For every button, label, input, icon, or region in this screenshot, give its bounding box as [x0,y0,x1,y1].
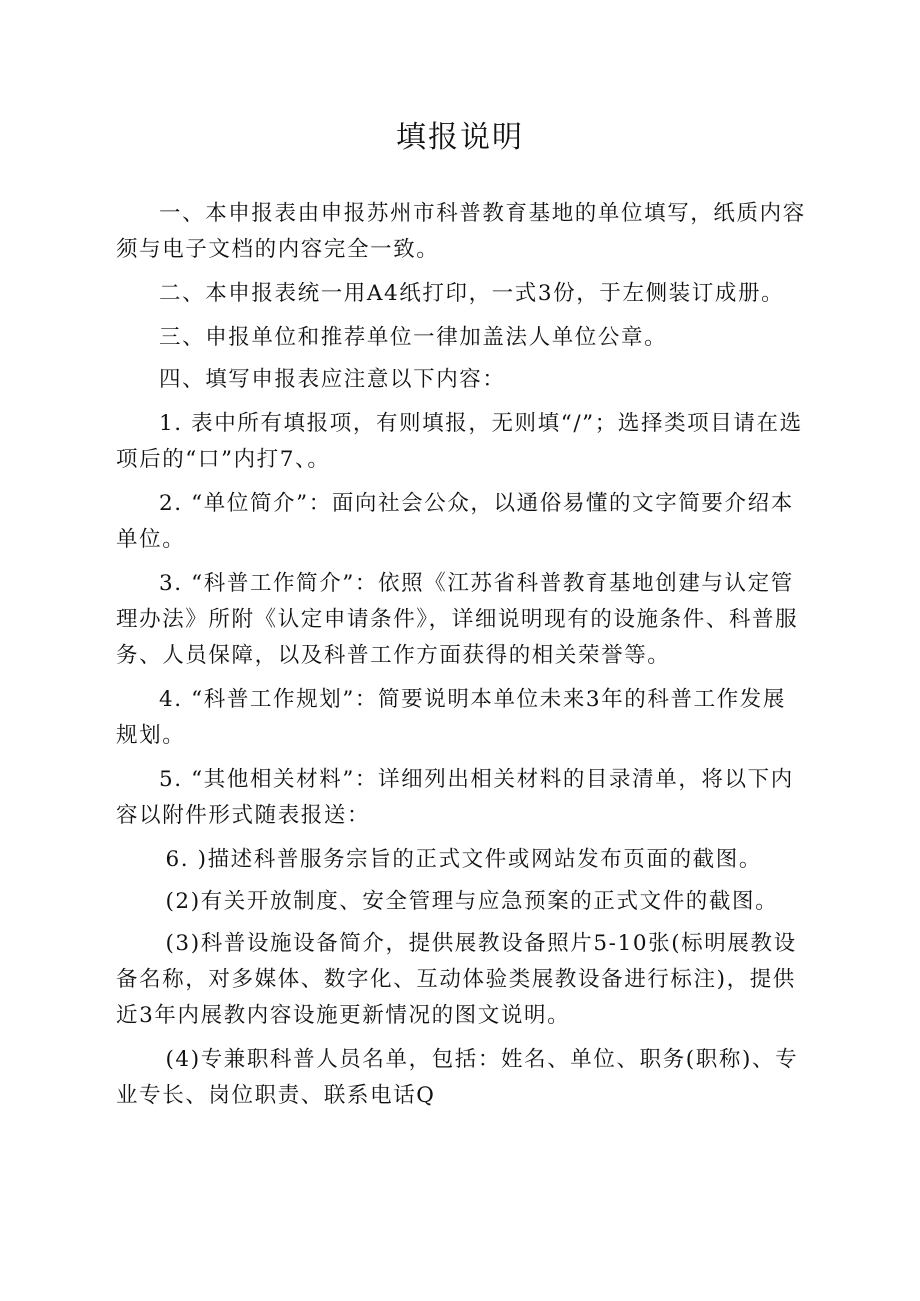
paragraph-item-1: 1. 表中所有填报项，有则填报，无则填“/”；选择类项目请在选项后的“口”内打7、。 [116,411,803,472]
sub-item-3: (3)科普设施设备简介，提供展教设备照片5-10张(标明展教设备名称，对多媒体、数字化、互动体验类展教设备进行标注)，提供近3年内展教内容设施更新情况的图文说明。 [116,931,797,1028]
sub-item-2: (2)有关开放制度、安全管理与应急预案的正式文件的截图。 [165,889,779,914]
sub-item-1: 6. )描述科普服务宗旨的正式文件或网站发布页面的截图。 [165,847,762,872]
sub-item-4: (4)专兼职科普人员名单，包括：姓名、单位、职务(职称)、专业专长、岗位职责、联系电话Q [116,1047,799,1108]
paragraph-item-4: 4. “科普工作规划”：简要说明本单位未来3年的科普工作发展规划。 [116,687,787,748]
paragraph-2: 二、本申报表统一用A4纸打印，一式3份，于左侧装订成册。 [159,281,785,306]
paragraph-4: 四、填写申报表应注意以下内容： [159,367,506,392]
paragraph-1: 一、本申报表由申报苏州市科普教育基地的单位填写，纸质内容须与电子文档的内容完全一致。 [116,201,806,262]
paragraph-item-2: 2. “单位简介”：面向社会公众，以通俗易懂的文字简要介绍本单位。 [116,491,794,552]
document-body [116,196,806,1114]
paragraph-3: 三、申报单位和推荐单位一律加盖法人单位公章。 [159,325,668,350]
paragraph-item-5: 5. “其他相关材料”：详细列出相关材料的目录清单，将以下内容以附件形式随表报送： [116,767,794,828]
paragraph-item-3: 3. “科普工作简介”：依照《江苏省科普教育基地创建与认定管理办法》所附《认定申请条件》，详细说明现有的设施条件、科普服务、人员保障，以及科普工作方面获得的相关荣誉等。 [116,571,799,668]
document-title: 填报说明 [396,120,524,155]
